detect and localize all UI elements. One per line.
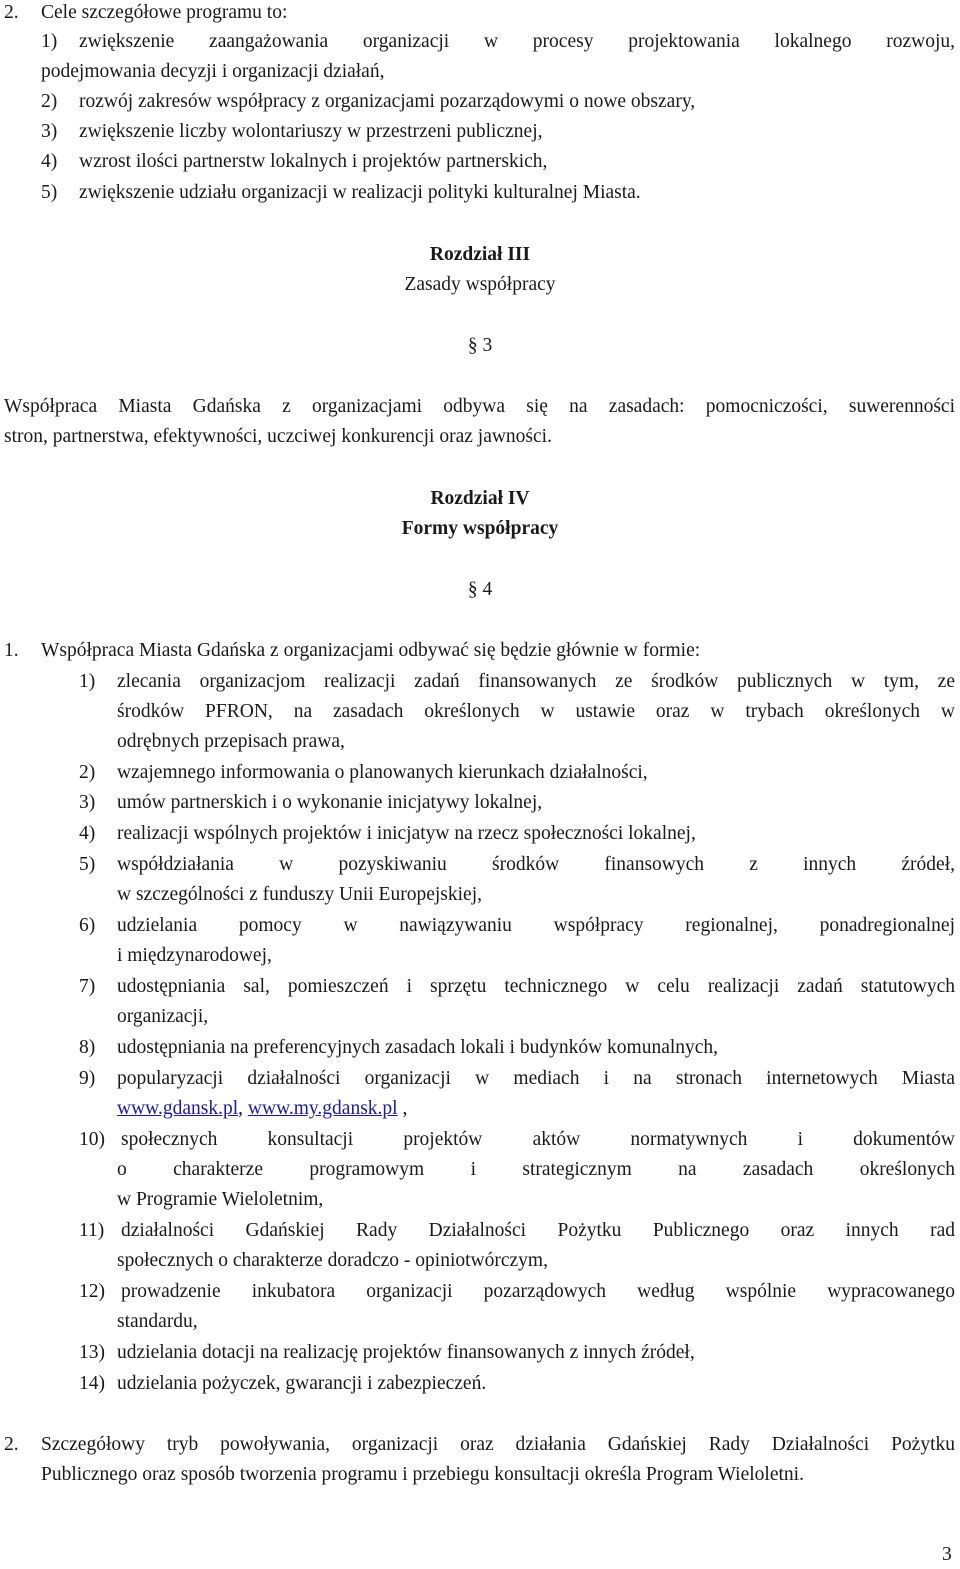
list-item-text: udzielania pomocy w nawiązywaniu współpracy regionalnej, ponadregionalnej: [117, 915, 955, 936]
list-item-text: i międzynarodowej,: [117, 945, 272, 966]
paragraph-symbol: § 3: [467, 335, 493, 356]
list-item-number: 1): [79, 671, 96, 692]
paragraph-text: Współpraca Miasta Gdańska z organizacjami odbywa się na zasadach: pomocniczości, suwerenności: [4, 396, 955, 417]
list-item-text: udostępniania sal, pomieszczeń i sprzętu technicznego w celu realizacji zadań statutowych: [117, 976, 955, 997]
list-item-text: społecznych konsultacji projektów aktów normatywnych i dokumentów: [121, 1129, 955, 1150]
list-item-text: odrębnych przepisach prawa,: [117, 731, 345, 752]
list-item-number: 5): [79, 854, 96, 875]
list-item-text: o charakterze programowym i strategicznym na zasadach określonych: [117, 1159, 955, 1180]
list-item-number: 6): [79, 915, 96, 936]
list-item-text: zwiększenie liczby wolontariuszy w przestrzeni publicznej,: [79, 121, 543, 142]
list-item-number: 8): [79, 1037, 96, 1058]
section-intro: Cele szczegółowe programu to:: [41, 2, 288, 23]
list-item-text: działalności Gdańskiej Rady Działalności Pożytku Publicznego oraz innych rad: [121, 1220, 955, 1241]
list-item-number: 14): [79, 1373, 105, 1394]
point-number: 1.: [4, 640, 19, 661]
list-item-text: udostępniania na preferencyjnych zasadach lokali i budynków komunalnych,: [117, 1037, 719, 1058]
list-item-number: 2): [41, 91, 58, 112]
my-gdansk-link[interactable]: www.my.gdansk.pl: [247, 1098, 398, 1119]
list-item-text: społecznych o charakterze doradczo - opiniotwórczym,: [117, 1250, 548, 1271]
list-item-number: 4): [79, 823, 96, 844]
list-item-text: w Programie Wieloletnim,: [117, 1189, 324, 1210]
point-text: Publicznego oraz sposób tworzenia programu i przebiegu konsultacji określa Program Wieloletni.: [41, 1464, 804, 1485]
list-item-text: rozwój zakresów współpracy z organizacjami pozarządowymi o nowe obszary,: [79, 91, 696, 112]
section-number: 2.: [4, 2, 19, 23]
list-item-text: prowadzenie inkubatora organizacji pozarządowych według wspólnie wypracowanego: [121, 1281, 955, 1302]
list-item-text: udzielania dotacji na realizację projektów finansowanych z innych źródeł,: [117, 1342, 695, 1363]
point-intro: Współpraca Miasta Gdańska z organizacjami odbywać się będzie głównie w formie:: [41, 640, 701, 661]
list-item-number: 10): [79, 1129, 105, 1150]
chapter-subheading: Formy współpracy: [401, 518, 559, 539]
list-item-text: środków PFRON, na zasadach określonych w ustawie oraz w trybach określonych w: [117, 701, 955, 722]
point-number: 2.: [4, 1434, 19, 1455]
list-item-text: umów partnerskich i o wykonanie inicjatywy lokalnej,: [117, 792, 543, 813]
list-item-text: standardu,: [117, 1311, 198, 1332]
link-separator: ,: [238, 1098, 248, 1119]
point-text: Szczegółowy tryb powoływania, organizacji oraz działania Gdańskiej Rady Działalności Pożytku: [41, 1434, 955, 1455]
list-item-text: w szczególności z funduszy Unii Europejskiej,: [117, 884, 482, 905]
list-item-number: 1): [41, 31, 58, 52]
list-item-text: podejmowania decyzji i organizacji działań,: [41, 61, 385, 82]
list-item-text: zwiększenie udziału organizacji w realizacji polityki kulturalnej Miasta.: [79, 182, 641, 203]
paragraph-text: stron, partnerstwa, efektywności, uczciwej konkurencji oraz jawności.: [4, 426, 552, 447]
links-line: [117, 1097, 407, 1121]
list-item-text: zwiększenie zaangażowania organizacji w procesy projektowania lokalnego rozwoju,: [79, 31, 955, 52]
list-item-text: popularyzacji działalności organizacji w mediach i na stronach internetowych Miasta: [117, 1068, 955, 1089]
list-item-number: 4): [41, 151, 58, 172]
list-item-number: 12): [79, 1281, 105, 1302]
list-item-number: 3): [41, 121, 58, 142]
list-item-text: wzajemnego informowania o planowanych kierunkach działalności,: [117, 762, 648, 783]
link-trailing: ,: [397, 1098, 408, 1119]
list-item-text: współdziałania w pozyskiwaniu środków finansowych z innych źródeł,: [117, 854, 955, 875]
list-item-text: udzielania pożyczek, gwarancji i zabezpieczeń.: [117, 1373, 487, 1394]
list-item-number: 13): [79, 1342, 105, 1363]
list-item-text: wzrost ilości partnerstw lokalnych i projektów partnerskich,: [79, 151, 548, 172]
list-item-text: realizacji wspólnych projektów i inicjatyw na rzecz społeczności lokalnej,: [117, 823, 696, 844]
list-item-number: 5): [41, 182, 58, 203]
list-item-number: 7): [79, 976, 96, 997]
chapter-subheading: Zasady współpracy: [404, 274, 556, 295]
page-number: 3: [942, 1544, 952, 1565]
chapter-heading: Rozdział IV: [430, 488, 530, 509]
paragraph-symbol: § 4: [467, 579, 493, 600]
list-item-text: zlecania organizacjom realizacji zadań finansowanych ze środków publicznych w tym, ze: [117, 671, 955, 692]
list-item-number: 3): [79, 792, 96, 813]
gdansk-link[interactable]: www.gdansk.pl: [117, 1098, 239, 1119]
list-item-number: 2): [79, 762, 96, 783]
list-item-text: organizacji,: [117, 1006, 209, 1027]
chapter-heading: Rozdział III: [429, 244, 531, 265]
list-item-number: 9): [79, 1068, 96, 1089]
list-item-number: 11): [79, 1220, 105, 1241]
